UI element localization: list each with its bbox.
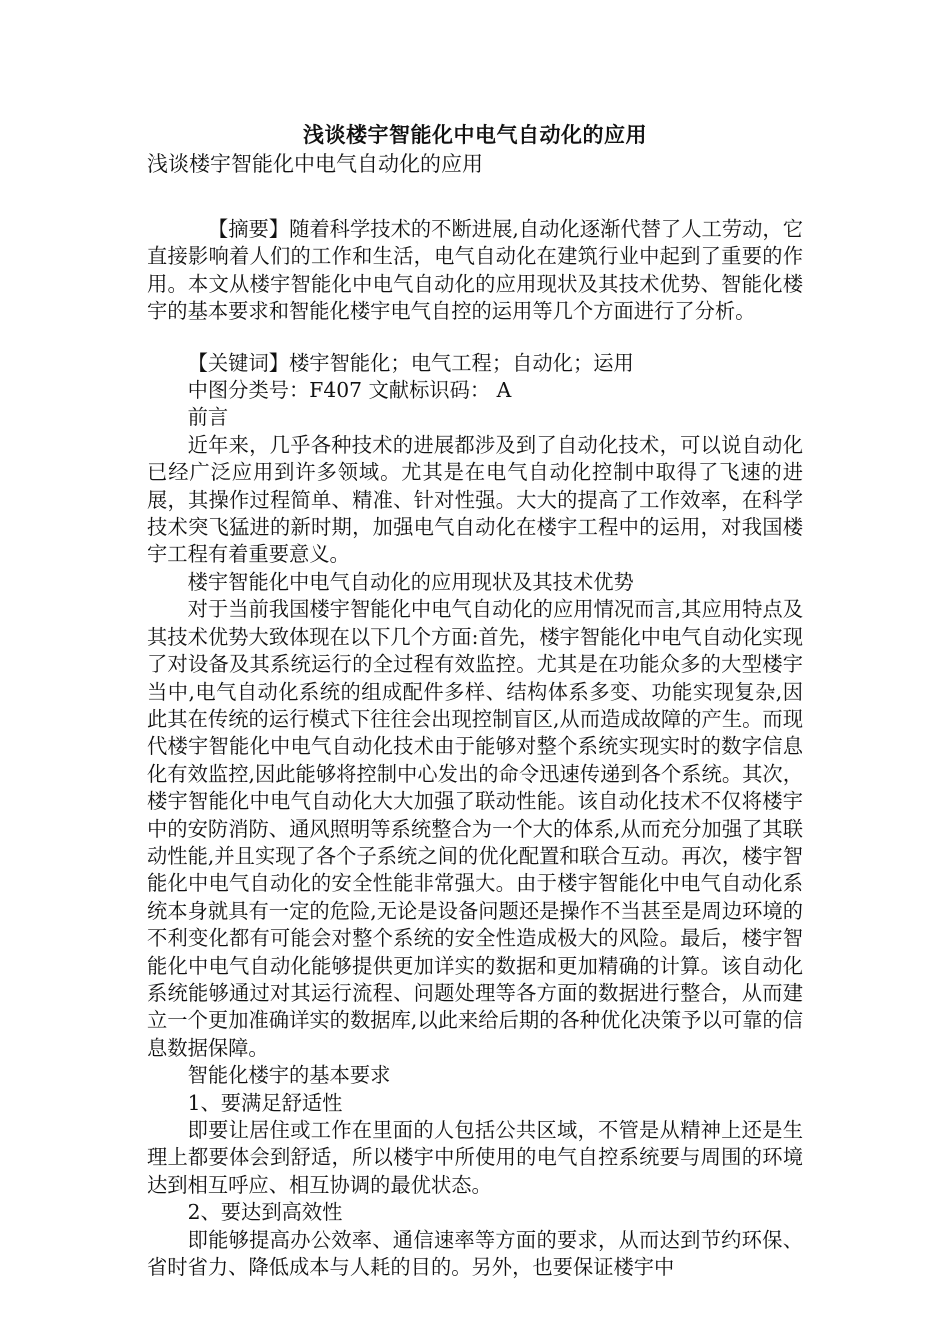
requirement-comfort-paragraph: 即要让居住或工作在里面的人包括公共区域，不管是从精神上还是生理上都要体会到舒适，所以楼宇中所使用的电气自控系统要与周围的环境达到相互呼应、相互协调的最优状态。 (147, 1118, 803, 1197)
requirement-efficiency-heading: 2、要达到高效性 (187, 1200, 343, 1225)
preface-paragraph: 近年来，几乎各种技术的进展都涉及到了自动化技术，可以说自动化已经广泛应用到许多领域。尤其是在电气自动化控制中取得了飞速的进展，其操作过程简单、精准、针对性强。大大的提高了工作效率，在科学技术突飞猛进的新时期，加强电气自动化在楼宇工程中的运用，对我国楼宇工程有着重要意义。 (147, 432, 803, 567)
document-subtitle: 浅谈楼宇智能化中电气自动化的应用 (147, 152, 483, 176)
classification-line: 中图分类号：F407 文献标识码： A (187, 378, 512, 403)
section-heading-requirements: 智能化楼宇的基本要求 (187, 1063, 391, 1088)
abstract-paragraph: 【摘要】随着科学技术的不断进展,自动化逐渐代替了人工劳动，它直接影响着人们的工作和生活，电气自动化在建筑行业中起到了重要的作用。本文从楼宇智能化中电气自动化的应用现状及其技术优势、智能化楼宇的基本要求和智能化楼宇电气自控的运用等几个方面进行了分析。 (147, 217, 803, 324)
requirement-comfort-heading: 1、要满足舒适性 (187, 1090, 343, 1115)
requirement-efficiency-paragraph: 即能够提高办公效率、通信速率等方面的要求，从而达到节约环保、省时省力、降低成本与人耗的目的。另外，也要保证楼宇中 (147, 1227, 803, 1280)
keywords-line: 【关键词】楼宇智能化；电气工程；自动化；运用 (187, 350, 634, 375)
document-body (147, 120, 803, 1281)
status-paragraph: 对于当前我国楼宇智能化中电气自动化的应用情况而言,其应用特点及其技术优势大致体现在以下几个方面:首先，楼宇智能化中电气自动化实现了对设备及其系统运行的全过程有效监控。尤其是在功能众多的大型楼宇当中,电气自动化系统的组成配件多样、结构体系多变、功能实现复杂,因此其在传统的运行模式下往往会出现控制盲区,从而造成故障的产生。而现代楼宇智能化中电气自动化技术由于能够对整个系统实现实时的数字信息化有效监控,因此能够将控制中心发出的命令迅速传递到各个系统。其次，楼宇智能化中电气自动化大大加强了联动性能。该自动化技术不仅将楼宇中的安防消防、通风照明等系统整合为一个大的体系,从而充分加强了其联动性能,并且实现了各个子系统之间的优化配置和联合互动。再次，楼宇智能化中电气自动化的安全性能非常强大。由于楼宇智能化中电气自动化系统本身就具有一定的危险,无论是设备问题还是操作不当甚至是周边环境的不利变化都有可能会对整个系统的安全性造成极大的风险。最后，楼宇智能化中电气自动化能够提供更加详实的数据和更加精确的计算。该自动化系统能够通过对其运行流程、问题处理等各方面的数据进行整合，从而建立一个更加准确详实的数据库,以此来给后期的各种优化决策予以可靠的信息数据保障。 (147, 597, 803, 1060)
document-title: 浅谈楼宇智能化中电气自动化的应用 (303, 123, 647, 147)
section-heading-status: 楼宇智能化中电气自动化的应用现状及其技术优势 (187, 569, 634, 594)
preface-heading: 前言 (187, 405, 229, 430)
